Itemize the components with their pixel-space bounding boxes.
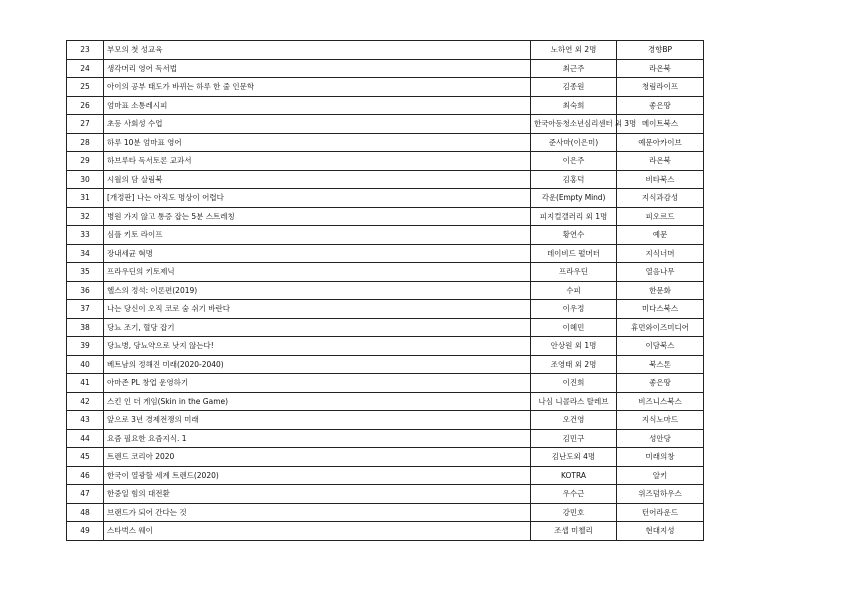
book-author-cell: 나심 니콜라스 탈레브 <box>531 392 617 411</box>
row-number-cell: 44 <box>67 429 104 448</box>
book-list-table <box>66 40 704 541</box>
book-author-cell: 조셉 미첼리 <box>531 522 617 541</box>
book-publisher-cell: 지식너머 <box>617 244 704 263</box>
book-publisher-cell: 현대지성 <box>617 522 704 541</box>
book-publisher-cell: 피오르드 <box>617 207 704 226</box>
book-publisher-cell: 비타북스 <box>617 170 704 189</box>
row-number-cell: 32 <box>67 207 104 226</box>
book-author-cell: KOTRA <box>531 466 617 485</box>
table-row <box>67 300 704 319</box>
book-list-body <box>67 41 704 541</box>
row-number-cell: 48 <box>67 503 104 522</box>
book-publisher-cell: 턴어라운드 <box>617 503 704 522</box>
book-publisher-cell: 예문 <box>617 226 704 245</box>
row-number-cell: 38 <box>67 318 104 337</box>
table-row <box>67 466 704 485</box>
book-publisher-cell: 지식과감성 <box>617 189 704 208</box>
book-publisher-cell: 미래의창 <box>617 448 704 467</box>
book-title-cell: 장내세균 혁명 <box>104 244 531 263</box>
book-author-cell: 이우정 <box>531 300 617 319</box>
row-number-cell: 31 <box>67 189 104 208</box>
table-row <box>67 355 704 374</box>
book-title-cell: 초등 사회성 수업 <box>104 115 531 134</box>
book-author-cell: 황연수 <box>531 226 617 245</box>
book-author-cell: 김민구 <box>531 429 617 448</box>
book-author-cell: 최근주 <box>531 59 617 78</box>
book-title-cell: 스타벅스 웨이 <box>104 522 531 541</box>
book-title-cell: 병원 가지 않고 통증 잡는 5분 스트레칭 <box>104 207 531 226</box>
row-number-cell: 41 <box>67 374 104 393</box>
book-publisher-cell: 지식노마드 <box>617 411 704 430</box>
row-number-cell: 27 <box>67 115 104 134</box>
book-title-cell: 부모의 첫 성교육 <box>104 41 531 60</box>
table-row <box>67 41 704 60</box>
book-title-cell: 아마존 PL 창업 운영하기 <box>104 374 531 393</box>
table-row <box>67 170 704 189</box>
book-publisher-cell: 라온북 <box>617 152 704 171</box>
book-author-cell: 오건영 <box>531 411 617 430</box>
row-number-cell: 49 <box>67 522 104 541</box>
book-author-cell: 준사마(이은미) <box>531 133 617 152</box>
table-row <box>67 429 704 448</box>
spreadsheet-page <box>66 40 704 541</box>
book-publisher-cell: 비즈니스북스 <box>617 392 704 411</box>
book-author-cell: 이혜민 <box>531 318 617 337</box>
book-title-cell: 브랜드가 되어 간다는 것 <box>104 503 531 522</box>
book-author-cell: 데이비드 펄머터 <box>531 244 617 263</box>
book-publisher-cell: 경향BP <box>617 41 704 60</box>
book-title-cell: 나는 당신이 오직 코로 숨 쉬기 바란다 <box>104 300 531 319</box>
book-title-cell: 앞으로 3년 경제전쟁의 미래 <box>104 411 531 430</box>
row-number-cell: 25 <box>67 78 104 97</box>
book-publisher-cell: 미다스북스 <box>617 300 704 319</box>
book-author-cell: 김종원 <box>531 78 617 97</box>
table-row <box>67 189 704 208</box>
book-title-cell: 심플 키토 라이프 <box>104 226 531 245</box>
row-number-cell: 36 <box>67 281 104 300</box>
book-author-cell: 김홍덕 <box>531 170 617 189</box>
book-title-cell: 한중일 힘의 대전환 <box>104 485 531 504</box>
book-title-cell: 시월의 담 살림북 <box>104 170 531 189</box>
table-row <box>67 281 704 300</box>
row-number-cell: 46 <box>67 466 104 485</box>
table-row <box>67 207 704 226</box>
table-row <box>67 448 704 467</box>
row-number-cell: 23 <box>67 41 104 60</box>
table-row <box>67 152 704 171</box>
table-row <box>67 503 704 522</box>
table-row <box>67 485 704 504</box>
book-publisher-cell: 한문화 <box>617 281 704 300</box>
table-row <box>67 411 704 430</box>
book-publisher-cell: 좋은땅 <box>617 96 704 115</box>
row-number-cell: 45 <box>67 448 104 467</box>
table-row <box>67 96 704 115</box>
table-row <box>67 392 704 411</box>
row-number-cell: 40 <box>67 355 104 374</box>
book-author-cell: 피지컬갤러리 외 1명 <box>531 207 617 226</box>
book-title-cell: 당뇨 조기, 혈당 잡기 <box>104 318 531 337</box>
row-number-cell: 24 <box>67 59 104 78</box>
book-publisher-cell: 예문아카이브 <box>617 133 704 152</box>
table-row <box>67 374 704 393</box>
book-title-cell: 한국이 열광할 세계 트렌드(2020) <box>104 466 531 485</box>
book-author-cell: 이은주 <box>531 152 617 171</box>
book-author-cell: 각운(Empty Mind) <box>531 189 617 208</box>
book-title-cell: 당뇨병, 당뇨약으로 낫지 않는다! <box>104 337 531 356</box>
row-number-cell: 47 <box>67 485 104 504</box>
book-title-cell: 헬스의 정석: 이론편(2019) <box>104 281 531 300</box>
row-number-cell: 39 <box>67 337 104 356</box>
book-author-cell: 안상원 외 1명 <box>531 337 617 356</box>
book-author-cell: 한국아동청소년심리센터 외 3명 <box>531 115 617 134</box>
book-publisher-cell: 라온북 <box>617 59 704 78</box>
book-author-cell: 우수근 <box>531 485 617 504</box>
row-number-cell: 30 <box>67 170 104 189</box>
book-title-cell: [개정판] 나는 아직도 명상이 어렵다 <box>104 189 531 208</box>
book-author-cell: 수피 <box>531 281 617 300</box>
book-publisher-cell: 휴먼와이즈미디어 <box>617 318 704 337</box>
book-author-cell: 강민호 <box>531 503 617 522</box>
book-publisher-cell: 알키 <box>617 466 704 485</box>
table-row <box>67 59 704 78</box>
book-title-cell: 베트남의 정해진 미래(2020-2040) <box>104 355 531 374</box>
book-title-cell: 아이의 공부 태도가 바뀌는 하루 한 줄 인문학 <box>104 78 531 97</box>
book-author-cell: 김난도외 4명 <box>531 448 617 467</box>
table-row <box>67 78 704 97</box>
row-number-cell: 37 <box>67 300 104 319</box>
book-publisher-cell: 위즈덤하우스 <box>617 485 704 504</box>
table-row <box>67 522 704 541</box>
table-row <box>67 337 704 356</box>
book-publisher-cell: 좋은땅 <box>617 374 704 393</box>
book-title-cell: 엄마표 소통레시피 <box>104 96 531 115</box>
book-title-cell: 스킨 인 더 게임(Skin in the Game) <box>104 392 531 411</box>
table-row <box>67 226 704 245</box>
table-row <box>67 263 704 282</box>
book-title-cell: 생각머리 영어 독서법 <box>104 59 531 78</box>
book-author-cell: 조영태 외 2명 <box>531 355 617 374</box>
row-number-cell: 34 <box>67 244 104 263</box>
row-number-cell: 29 <box>67 152 104 171</box>
book-publisher-cell: 이담북스 <box>617 337 704 356</box>
row-number-cell: 26 <box>67 96 104 115</box>
table-row <box>67 318 704 337</box>
book-author-cell: 노하연 외 2명 <box>531 41 617 60</box>
table-row <box>67 133 704 152</box>
row-number-cell: 35 <box>67 263 104 282</box>
book-title-cell: 하브루타 독서토론 교과서 <box>104 152 531 171</box>
book-publisher-cell: 성안당 <box>617 429 704 448</box>
book-publisher-cell: 메이트북스 <box>617 115 704 134</box>
book-publisher-cell: 북스톤 <box>617 355 704 374</box>
row-number-cell: 42 <box>67 392 104 411</box>
book-title-cell: 프라우딘의 키토제닉 <box>104 263 531 282</box>
book-publisher-cell: 청림라이프 <box>617 78 704 97</box>
book-title-cell: 하루 10분 엄마표 영어 <box>104 133 531 152</box>
row-number-cell: 33 <box>67 226 104 245</box>
book-title-cell: 트렌드 코리아 2020 <box>104 448 531 467</box>
book-author-cell: 프라우딘 <box>531 263 617 282</box>
row-number-cell: 28 <box>67 133 104 152</box>
book-author-cell: 최숙희 <box>531 96 617 115</box>
table-row <box>67 244 704 263</box>
book-publisher-cell: 열음나무 <box>617 263 704 282</box>
book-title-cell: 요즘 필요한 요즘지식. 1 <box>104 429 531 448</box>
book-author-cell: 이진희 <box>531 374 617 393</box>
row-number-cell: 43 <box>67 411 104 430</box>
table-row <box>67 115 704 134</box>
